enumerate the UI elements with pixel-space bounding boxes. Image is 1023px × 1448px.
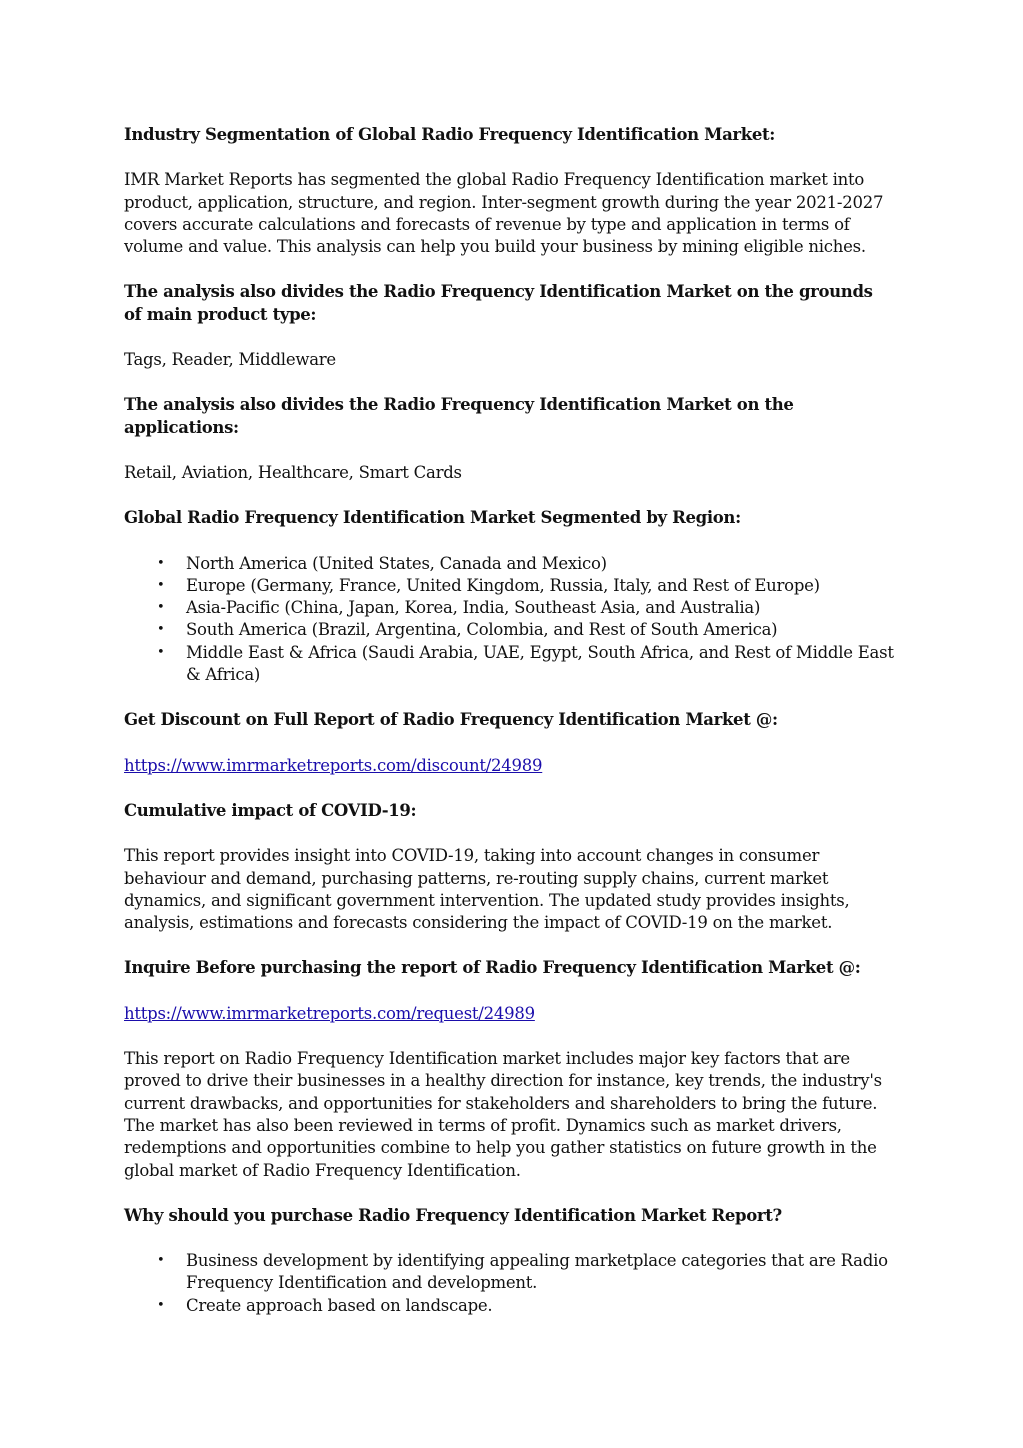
bullet-icon: • bbox=[157, 1297, 165, 1313]
bullet-icon: • bbox=[157, 644, 165, 660]
heading-applications: The analysis also divides the Radio Frequency Identification Market on the applications: bbox=[124, 395, 794, 437]
list-item-text: Business development by identifying appealing marketplace categories that are Radio Frequency Identification and development. bbox=[186, 1251, 888, 1293]
paragraph-product-types: Tags, Reader, Middleware bbox=[124, 350, 336, 370]
list-item bbox=[124, 575, 895, 597]
list-item-text: Asia-Pacific (China, Japan, Korea, India, Southeast Asia, and Australia) bbox=[186, 598, 761, 618]
heading-region: Global Radio Frequency Identification Market Segmented by Region: bbox=[124, 508, 741, 528]
heading-inquire: Inquire Before purchasing the report of Radio Frequency Identification Market @: bbox=[124, 958, 861, 978]
heading-segmentation: Industry Segmentation of Global Radio Frequency Identification Market: bbox=[124, 125, 776, 144]
bullet-icon: • bbox=[157, 600, 165, 616]
paragraph-key-factors: This report on Radio Frequency Identification market includes major key factors that are proved to drive their businesses in a healthy direction for instance, key trends, the industry's current drawbacks, and opportunities for stakeholders and shareholders to bring the future. The market has also been reviewed in terms of profit. Dynamics such as market drivers, redemptions and opportunities combine to help you gather statistics on future growth in the global market of Radio Frequency Identification. bbox=[124, 1049, 882, 1180]
bullet-icon: • bbox=[157, 577, 165, 593]
heading-discount: Get Discount on Full Report of Radio Frequency Identification Market @: bbox=[124, 710, 778, 730]
bullet-icon: • bbox=[157, 622, 165, 638]
discount-link[interactable]: https://www.imrmarketreports.com/discount/24989 bbox=[124, 755, 543, 775]
paragraph-applications: Retail, Aviation, Healthcare, Smart Cards bbox=[124, 462, 462, 482]
list-item-text: Middle East & Africa (Saudi Arabia, UAE, Egypt, South Africa, and Rest of Middle East & Africa) bbox=[186, 642, 894, 685]
heading-why-purchase: Why should you purchase Radio Frequency Identification Market Report? bbox=[124, 1205, 782, 1225]
bullet-icon: • bbox=[157, 1253, 165, 1269]
list-item bbox=[124, 597, 895, 619]
list-item bbox=[124, 1250, 895, 1295]
discount-link-line bbox=[124, 755, 895, 777]
why-list bbox=[124, 1250, 895, 1317]
list-item-text: Europe (Germany, France, United Kingdom, Russia, Italy, and Rest of Europe) bbox=[186, 575, 820, 595]
list-item-text: North America (United States, Canada and Mexico) bbox=[186, 553, 607, 573]
list-item bbox=[124, 1295, 895, 1317]
heading-covid: Cumulative impact of COVID-19: bbox=[124, 800, 417, 820]
list-item-text: South America (Brazil, Argentina, Colombia, and Rest of South America) bbox=[186, 620, 778, 640]
request-link[interactable]: https://www.imrmarketreports.com/request/24989 bbox=[124, 1003, 535, 1023]
heading-product-type: The analysis also divides the Radio Frequency Identification Market on the grounds of main product type: bbox=[124, 282, 873, 324]
list-item-text: Create approach based on landscape. bbox=[186, 1295, 493, 1315]
list-item bbox=[124, 553, 895, 575]
region-list bbox=[124, 553, 895, 687]
list-item bbox=[124, 619, 895, 641]
paragraph-covid: This report provides insight into COVID-19, taking into account changes in consumer behaviour and demand, purchasing patterns, re-routing supply chains, current market dynamics, and significant government intervention. The updated study provides insights, analysis, estimations and forecasts considering the impact of COVID-19 on the market. bbox=[124, 846, 850, 933]
bullet-icon: • bbox=[157, 555, 165, 571]
paragraph-intro: IMR Market Reports has segmented the global Radio Frequency Identification market into product, application, structure, and region. Inter-segment growth during the year 2021-2027 covers accurate calculations and forecasts of revenue by type and application in terms of volume and value. This analysis can help you build your business by mining eligible niches. bbox=[124, 170, 884, 257]
list-item bbox=[124, 642, 895, 687]
request-link-line bbox=[124, 1003, 895, 1025]
